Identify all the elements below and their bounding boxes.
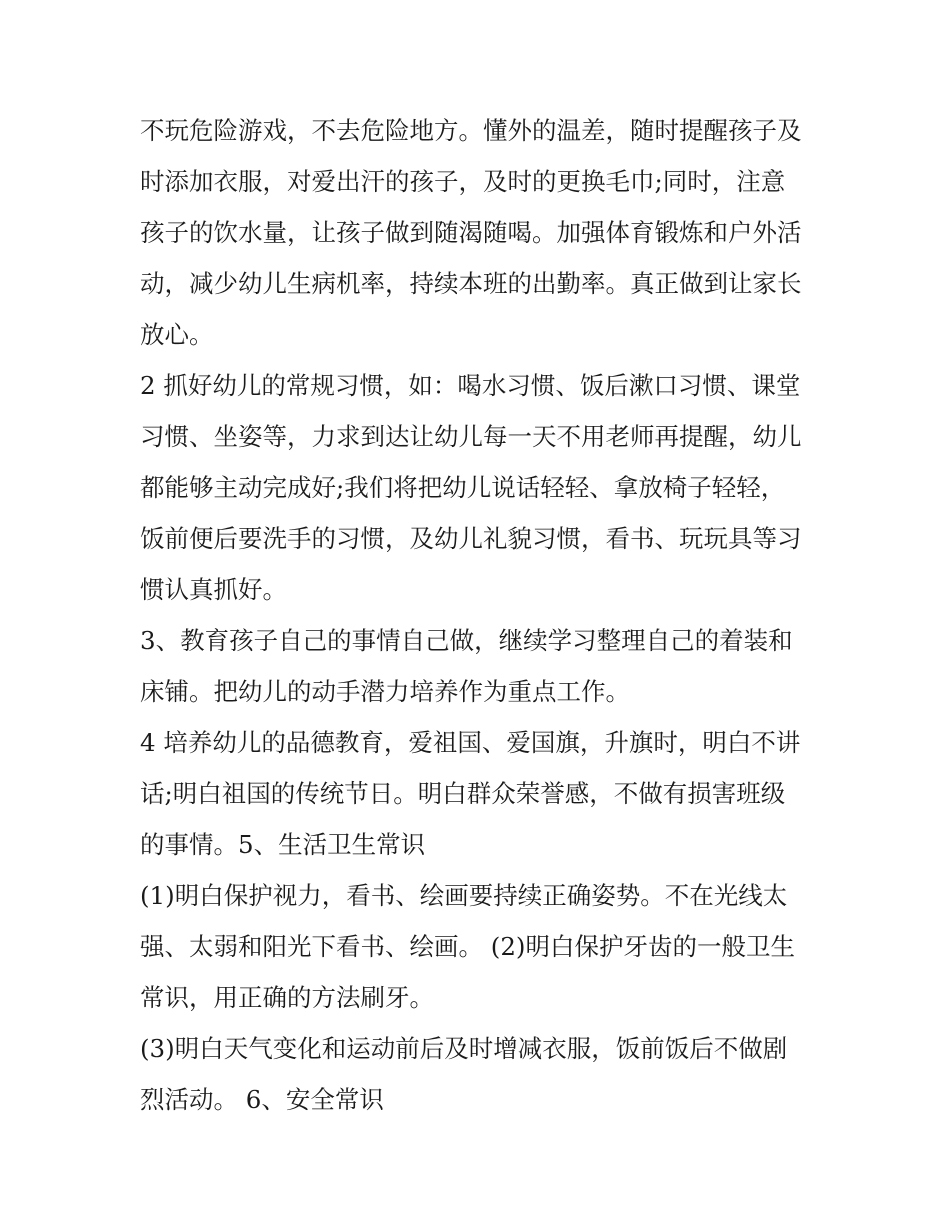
text-line: 话;明白祖国的传统节日。明白群众荣誉感，不做有损害班级 — [140, 779, 786, 808]
text-line: (3)明白天气变化和运动前后及时增减衣服，饭前饭后不做剧 — [140, 1034, 788, 1063]
text-line: 2 抓好幼儿的常规习惯，如：喝水习惯、饭后漱口习惯、课堂 — [140, 371, 801, 400]
text-line: 3、教育孩子自己的事情自己做，继续学习整理自己的着装和 — [140, 626, 793, 655]
text-line: 强、太弱和阳光下看书、绘画。 (2)明白保护牙齿的一般卫生 — [140, 932, 795, 961]
text-line: 都能够主动完成好;我们将把幼儿说话轻轻、拿放椅子轻轻， — [140, 473, 786, 502]
text-line: 惯认真抓好。 — [140, 575, 287, 604]
text-line: 孩子的饮水量，让孩子做到随渴随喝。加强体育锻炼和户外活 — [140, 218, 802, 247]
text-line: (1)明白保护视力，看书、绘画要持续正确姿势。不在光线太 — [140, 881, 788, 910]
text-line: 的事情。5、生活卫生常识 — [140, 830, 426, 859]
document-body — [140, 109, 820, 1129]
text-line: 床铺。把幼儿的动手潜力培养作为重点工作。 — [140, 677, 630, 706]
text-line: 饭前便后要洗手的习惯，及幼儿礼貌习惯，看书、玩玩具等习 — [140, 524, 802, 553]
text-line: 常识，用正确的方法刷牙。 — [140, 983, 434, 1012]
text-line: 4 培养幼儿的品德教育，爱祖国、爱国旗，升旗时，明白不讲 — [140, 728, 801, 757]
text-line: 烈活动。 6、安全常识 — [140, 1085, 384, 1114]
text-line: 动，减少幼儿生病机率，持续本班的出勤率。真正做到让家长 — [140, 269, 802, 298]
text-line: 不玩危险游戏，不去危险地方。懂外的温差，随时提醒孩子及 — [140, 116, 802, 145]
text-line: 放心。 — [140, 320, 214, 349]
text-line: 习惯、坐姿等，力求到达让幼儿每一天不用老师再提醒，幼儿 — [140, 422, 802, 451]
text-line: 时添加衣服，对爱出汗的孩子，及时的更换毛巾;同时，注意 — [140, 167, 786, 196]
